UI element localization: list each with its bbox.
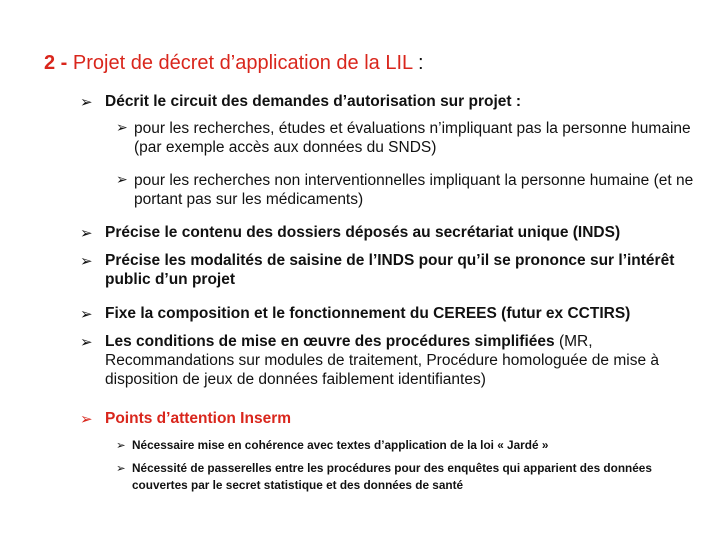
bullet-text: Nécessaire mise en cohérence avec textes d’application de la loi « Jardé »: [132, 438, 549, 452]
bullet-text: Précise le contenu des dossiers déposés au secrétariat unique (INDS): [105, 224, 621, 241]
title-text: Projet de décret d’application de la LIL: [72, 52, 413, 74]
bullet-points-attention: [80, 410, 695, 429]
bullet-circuit-demandes: [80, 93, 695, 112]
title-colon: :: [417, 52, 424, 74]
arrow-bullet-icon: ➢: [80, 410, 93, 428]
bullet-cerees: [80, 305, 695, 324]
arrow-bullet-icon: ➢: [116, 120, 128, 136]
arrow-bullet-icon: ➢: [80, 252, 93, 270]
bullet-text: Points d’attention Inserm: [105, 410, 292, 427]
arrow-bullet-icon: ➢: [80, 224, 93, 242]
bullet-text: Fixe la composition et le fonctionnement du CEREES (futur ex CCTIRS): [105, 305, 631, 322]
bullet-text: pour les recherches non interventionnelles impliquant la personne humaine (et ne portant pas sur les médicaments): [134, 172, 694, 208]
bullet-procedures-simplifiees: [80, 333, 695, 390]
bullet-text-bold: Les conditions de mise en œuvre des procédures simplifiées: [105, 333, 555, 350]
arrow-bullet-icon: ➢: [80, 333, 93, 351]
bullet-contenu-dossiers: [80, 224, 695, 243]
arrow-bullet-icon: ➢: [116, 172, 128, 188]
title-number: 2 -: [44, 52, 68, 74]
arrow-bullet-icon: ➢: [116, 438, 126, 452]
arrow-bullet-icon: ➢: [80, 93, 93, 111]
subbullet-coherence-jarde: [116, 437, 692, 454]
bullet-text: Nécessité de passerelles entre les procédures pour des enquêtes qui apparient des données couvertes par le secret statistique et des données de santé: [132, 461, 652, 492]
arrow-bullet-icon: ➢: [80, 305, 93, 323]
bullet-text: Décrit le circuit des demandes d’autorisation sur projet :: [105, 93, 522, 110]
bullet-text: pour les recherches, études et évaluations n’impliquant pas la personne humaine (par exemple accès aux données du SNDS): [134, 120, 691, 156]
subbullet-hors-personne-humaine: [116, 120, 710, 158]
bullet-text: Précise les modalités de saisine de l’INDS pour qu’il se prononce sur l’intérêt public d’un projet: [105, 252, 675, 288]
arrow-bullet-icon: ➢: [116, 461, 126, 475]
bullet-text-normal: (MR, Recommandations sur modules de traitement, Procédure homologuée de mise à disposition de jeux de données faiblement identifiantes): [105, 333, 659, 388]
slide-title: [44, 50, 424, 76]
subbullet-non-interventionnelles: [116, 172, 710, 210]
bullet-modalites-saisine: [80, 252, 695, 290]
subbullet-passerelles: [116, 460, 692, 494]
